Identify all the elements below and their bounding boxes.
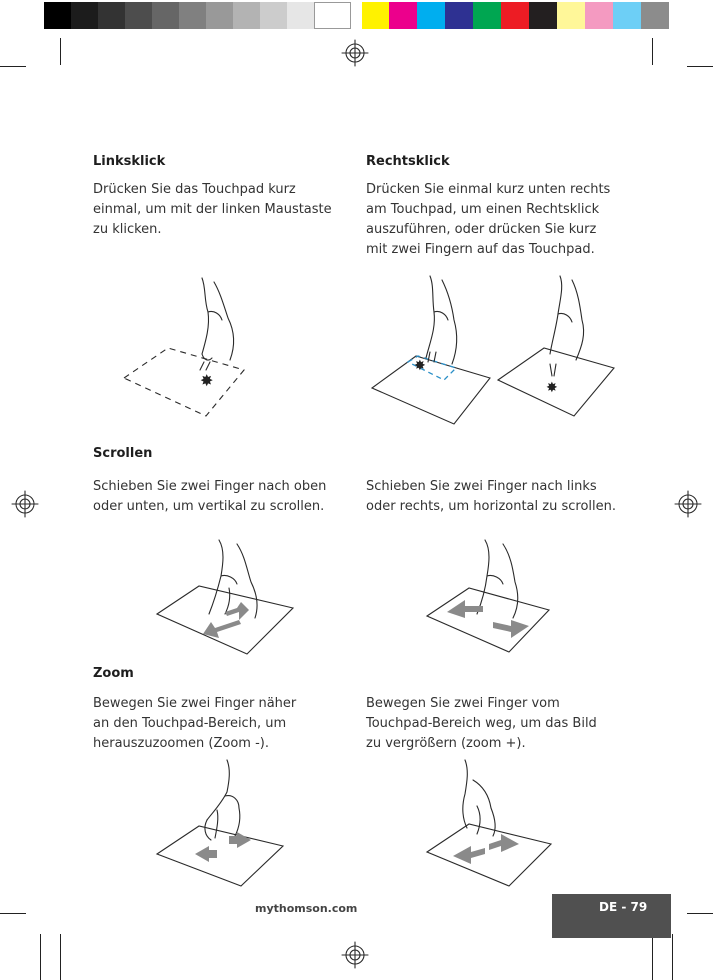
color-swatch — [501, 2, 529, 29]
color-swatch — [417, 2, 445, 29]
text-line: herauszuzoomen (Zoom -). — [93, 736, 269, 751]
text-line: Bewegen Sie zwei Finger vom — [366, 696, 560, 711]
color-swatch-gray — [98, 2, 125, 29]
color-swatch — [613, 2, 641, 29]
color-swatch-gray — [71, 2, 98, 29]
text-line: mit zwei Fingern auf das Touchpad. — [366, 242, 595, 257]
text-line: einmal, um mit der linken Maustaste — [93, 202, 332, 217]
click-burst-icon: ✸ — [200, 371, 214, 390]
vertical-scroll-illustration — [155, 536, 295, 656]
zoom-out-illustration — [155, 756, 295, 888]
color-swatch — [473, 2, 501, 29]
color-swatch-gray — [44, 2, 71, 29]
click-burst-icon: ✸ — [546, 380, 558, 396]
registration-mark-left — [10, 489, 40, 519]
left-click-illustration — [120, 268, 250, 418]
text-line: zu vergrößern (zoom +). — [366, 736, 526, 751]
registration-mark-right — [673, 489, 703, 519]
color-swatch — [641, 2, 669, 29]
color-swatch-gray — [287, 2, 314, 29]
registration-mark-top — [340, 38, 370, 68]
color-swatch — [445, 2, 473, 29]
text-line: oder rechts, um horizontal zu scrollen. — [366, 499, 616, 514]
color-swatch — [362, 2, 389, 29]
color-swatch — [389, 2, 417, 29]
text-line: Drücken Sie das Touchpad kurz — [93, 182, 296, 197]
color-swatch — [529, 2, 557, 29]
heading-scrollen: Scrollen — [93, 446, 153, 461]
color-swatch-gray — [233, 2, 260, 29]
heading-linksklick: Linksklick — [93, 154, 166, 169]
text-line: zu klicken. — [93, 222, 162, 237]
text-zoom-out — [93, 694, 348, 754]
heading-rechtsklick: Rechtsklick — [366, 154, 450, 169]
text-zoom-in — [366, 694, 620, 754]
color-swatch-gray — [206, 2, 233, 29]
text-line: oder unten, um vertikal zu scrollen. — [93, 499, 325, 514]
color-swatch-gray — [152, 2, 179, 29]
text-line: Bewegen Sie zwei Finger näher — [93, 696, 297, 711]
color-swatch — [585, 2, 613, 29]
color-swatch-gray — [179, 2, 206, 29]
page-number-tab — [552, 894, 671, 938]
text-linksklick — [93, 180, 348, 240]
text-line: am Touchpad, um einen Rechtsklick — [366, 202, 600, 217]
text-scrollen-horizontal — [366, 477, 620, 517]
text-line: Drücken Sie einmal kurz unten rechts — [366, 182, 611, 197]
color-swatch-gray — [125, 2, 152, 29]
text-line: Touchpad-Bereich weg, um das Bild — [366, 716, 597, 731]
text-rechtsklick — [366, 180, 620, 260]
right-click-illustration — [368, 268, 628, 428]
heading-zoom: Zoom — [93, 666, 134, 681]
text-scrollen-vertical — [93, 477, 348, 517]
text-line: Schieben Sie zwei Finger nach oben — [93, 479, 327, 494]
page-number: DE - 79 — [599, 900, 648, 914]
click-burst-icon: ✸ — [414, 358, 426, 374]
footer-url: mythomson.com — [255, 902, 358, 915]
text-line: auszuführen, oder drücken Sie kurz — [366, 222, 597, 237]
horizontal-scroll-illustration — [425, 536, 565, 656]
text-line: an den Touchpad-Bereich, um — [93, 716, 287, 731]
text-line: Schieben Sie zwei Finger nach links — [366, 479, 597, 494]
color-swatch-gray — [260, 2, 287, 29]
registration-mark-bottom — [340, 940, 370, 970]
color-swatch-gray — [314, 2, 351, 29]
color-swatch — [557, 2, 585, 29]
zoom-in-illustration — [425, 756, 565, 888]
